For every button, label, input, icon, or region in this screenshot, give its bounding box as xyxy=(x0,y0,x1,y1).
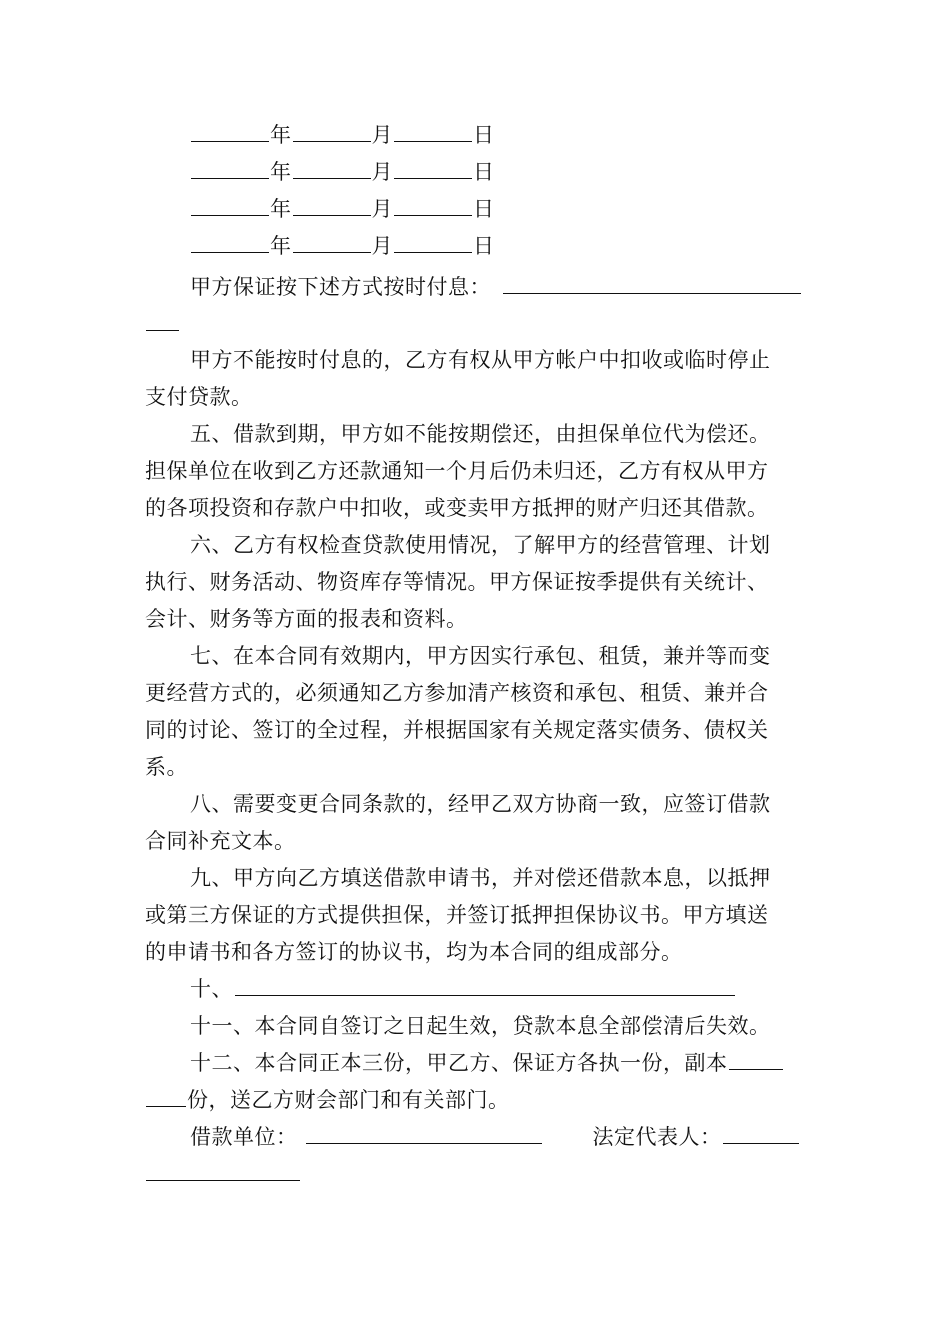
year-label: 年 xyxy=(270,160,292,184)
month-label: 月 xyxy=(371,160,393,184)
clause-10-line xyxy=(190,974,736,1004)
blank-line xyxy=(293,232,371,253)
date-row xyxy=(190,231,495,261)
clause-7-line: 更经营方式的，必须通知乙方参加清产核资和承包、租赁、兼并合 xyxy=(145,681,769,705)
blank-line xyxy=(394,195,472,216)
blank-line xyxy=(146,310,179,331)
interest-method-label: 甲方保证按下述方式按时付息： xyxy=(190,275,491,299)
blank-line xyxy=(146,1086,186,1107)
clause-9-line: 九、甲方向乙方填送借款申请书，并对偿还借款本息，以抵押 xyxy=(190,866,771,890)
clause-12-text: 十二、本合同正本三份，甲乙方、保证方各执一份，副本 xyxy=(190,1051,728,1075)
blank-line xyxy=(191,121,269,142)
clause-9-line: 的申请书和各方签订的协议书，均为本合同的组成部分。 xyxy=(145,940,683,964)
clause-5-line: 的各项投资和存款户中扣收，或变卖甲方抵押的财产归还其借款。 xyxy=(145,496,769,520)
clause-5-line: 五、借款到期，甲方如不能按期偿还，由担保单位代为偿还。 xyxy=(190,422,771,446)
blank-continuation xyxy=(145,309,180,339)
blank-line xyxy=(293,195,371,216)
clause-6-line: 执行、财务活动、物资库存等情况。甲方保证按季提供有关统计、 xyxy=(145,570,769,594)
blank-line xyxy=(293,121,371,142)
blank-line xyxy=(723,1123,799,1144)
blank-line xyxy=(729,1049,783,1070)
date-row xyxy=(190,120,495,150)
clause-6-line: 六、乙方有权检查贷款使用情况，了解甲方的经营管理、计划 xyxy=(190,533,771,557)
blank-line xyxy=(191,195,269,216)
day-label: 日 xyxy=(473,123,495,147)
date-row xyxy=(190,157,495,187)
paragraph-line: 支付贷款。 xyxy=(145,385,253,409)
clause-10-label: 十、 xyxy=(190,977,233,1001)
year-label: 年 xyxy=(270,234,292,258)
blank-line xyxy=(503,273,801,294)
clause-11-line: 十一、本合同自签订之日起生效，贷款本息全部偿清后失效。 xyxy=(190,1014,771,1038)
day-label: 日 xyxy=(473,234,495,258)
month-label: 月 xyxy=(371,234,393,258)
legal-rep-label: 法定代表人： xyxy=(592,1125,722,1149)
year-label: 年 xyxy=(270,123,292,147)
day-label: 日 xyxy=(473,160,495,184)
borrower-label: 借款单位： xyxy=(190,1125,298,1149)
clause-12-text: 份，送乙方财会部门和有关部门。 xyxy=(187,1088,510,1112)
clause-12-line xyxy=(145,1085,510,1115)
clause-12-line xyxy=(190,1048,784,1078)
blank-line xyxy=(191,232,269,253)
clause-6-line: 会计、财务等方面的报表和资料。 xyxy=(145,607,468,631)
blank-line xyxy=(146,1160,300,1181)
blank-line xyxy=(293,158,371,179)
blank-continuation xyxy=(145,1159,301,1189)
clause-7-line: 同的讨论、签订的全过程，并根据国家有关规定落实债务、债权关 xyxy=(145,718,769,742)
month-label: 月 xyxy=(371,197,393,221)
date-row xyxy=(190,194,495,224)
year-label: 年 xyxy=(270,197,292,221)
signature-line xyxy=(190,1122,800,1152)
clause-5-line: 担保单位在收到乙方还款通知一个月后仍未归还，乙方有权从甲方 xyxy=(145,459,769,483)
blank-line xyxy=(191,158,269,179)
clause-8-line: 八、需要变更合同条款的，经甲乙双方协商一致，应签订借款 xyxy=(190,792,771,816)
blank-line xyxy=(235,975,735,996)
day-label: 日 xyxy=(473,197,495,221)
paragraph-line: 甲方不能按时付息的，乙方有权从甲方帐户中扣收或临时停止 xyxy=(190,348,771,372)
blank-line xyxy=(394,158,472,179)
interest-method-line xyxy=(190,272,802,302)
clause-7-line: 系。 xyxy=(145,755,188,779)
blank-line xyxy=(394,121,472,142)
clause-7-line: 七、在本合同有效期内，甲方因实行承包、租赁，兼并等而变 xyxy=(190,644,771,668)
month-label: 月 xyxy=(371,123,393,147)
clause-8-line: 合同补充文本。 xyxy=(145,829,296,853)
blank-line xyxy=(306,1123,542,1144)
clause-9-line: 或第三方保证的方式提供担保，并签订抵押担保协议书。甲方填送 xyxy=(145,903,769,927)
blank-line xyxy=(394,232,472,253)
